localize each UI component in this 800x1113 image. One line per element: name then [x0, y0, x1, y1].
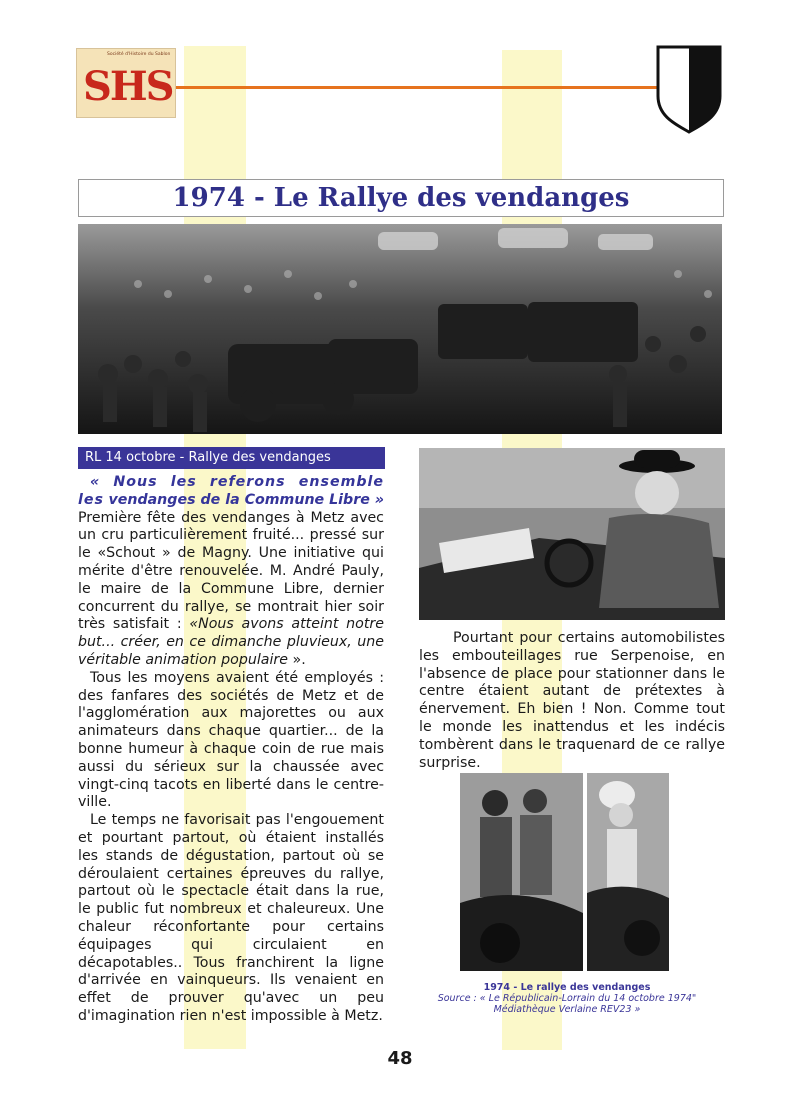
right-column: [419, 630, 725, 772]
rally-car-photo: [419, 448, 725, 620]
paragraph-3: Le temps ne favorisait pas l'engouement et pourtant partout, où étaient installés les stands de dégustation, partout où se déroulaient certaines épreuves du rallye, partout où le spectacle était dans la rue, le public fut nombreux et chaleureux. Une chaleur réconfortante pour certains équipages qui circulaient en décapotables.. Tous franchirent la ligne d'arrivée en vainqueurs. Ils venaient en effet de prouver qu'avec un peu d'imagination rien n'est impossible à Metz.: [78, 812, 384, 1024]
rally-crowd-photo: [78, 224, 722, 434]
pauly-quote: «Nous avons atteint notre but... créer, en ce dimanche pluvieux, une véritable animation populaire: [78, 616, 384, 668]
caption-source-line-1: Source : « Le Républicain-Lorrain du 14 octobre 1974": [437, 993, 697, 1004]
majorette-photo: [587, 773, 669, 971]
spectators-photo: [460, 773, 583, 971]
right-paragraph: Pourtant pour certains automobilistes les embouteillages rue Serpenoise, en l'absence de place pour stationner dans le centre étaient autant de prétextes à énervement. Eh bien ! Non. Comme tout le monde les inattendus et les indécis tombèrent dans le traquenard de ce rallye surprise.: [419, 630, 725, 771]
logo-letters: SHS: [83, 63, 173, 110]
header-rule: [174, 86, 658, 89]
coat-of-arms-icon: [655, 44, 723, 134]
page-number: 48: [387, 1048, 413, 1069]
left-column: [78, 474, 384, 1026]
paragraph-1-text: Première fête des vendanges à Metz avec un cru particulièrement fruité... pressé sur le «Schout » de Magny. Une initiative qui mérite d'être renouvelée. M. André Pauly, le maire de la Commune Libre, dernier concurrent du rallye, se montrait hier soir très satisfait :: [78, 509, 384, 633]
title-box: [78, 179, 724, 217]
logo-caption: Société d'Histoire du Sablon: [107, 52, 171, 57]
section-label: RL 14 octobre - Rallye des vendanges: [78, 447, 385, 469]
photo-caption: [432, 982, 702, 1015]
quote-head-1: « Nous les referons ensemble les: [78, 474, 384, 508]
quote-head-2: vendanges de la Commune Libre »: [108, 491, 384, 508]
paragraph-2: Tous les moyens avaient été employés : des fanfares des sociétés de Metz et de l'agglomération aux majorettes ou aux animateurs dans chaque quartier... de la bonne humeur à chaque coin de rue mais aussi du sérieux sur la chaussée avec vingt-cinq tacots en liberté dans le centre-ville.: [78, 669, 384, 811]
society-logo: [76, 48, 176, 118]
paragraph-1: [78, 474, 384, 670]
quote-close: ».: [288, 651, 306, 668]
caption-title: 1974 - Le rallye des vendanges: [483, 982, 651, 993]
caption-source-line-2: Médiathèque Verlaine REV23 »: [493, 1004, 641, 1015]
page-title: 1974 - Le Rallye des vendanges: [172, 183, 630, 213]
